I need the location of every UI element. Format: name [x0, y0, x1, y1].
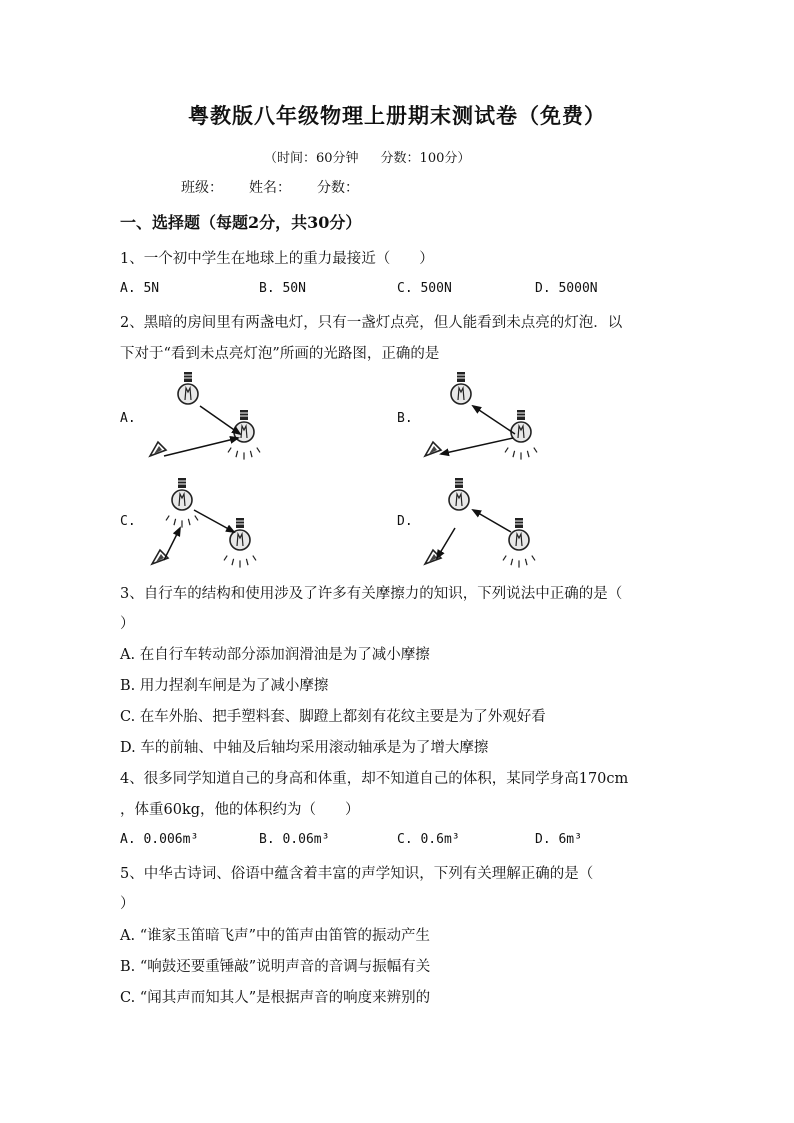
q1-option-a: A. 5N [120, 281, 160, 296]
unlit-bulb-icon [451, 372, 471, 404]
q1-option-c: C. 500N [397, 281, 452, 296]
q4-option-c: C. 0.6m³ [397, 832, 460, 847]
question-5-line-2: ） [120, 896, 135, 912]
question-3-line-2: ） [120, 616, 135, 632]
q5-option-b: B. “响鼓还要重锤敲”说明声音的音调与振幅有关 [120, 959, 431, 975]
exam-meta [264, 147, 492, 166]
diagram-label-c: C. [120, 514, 136, 529]
light-rays-icon [228, 448, 260, 460]
q1-option-d: D. 5000N [535, 281, 598, 296]
q5-option-a: A. “谁家玉笛暗飞声”中的笛声由笛管的振动产生 [120, 928, 431, 944]
student-info [181, 177, 385, 197]
eye-icon [425, 550, 441, 564]
q5-option-c: C. “闻其声而知其人”是根据声音的响度来辨别的 [120, 990, 431, 1006]
question-4-line-1: 4、很多同学知道自己的身高和体重，却不知道自己的体积，某同学身高170cm [120, 771, 629, 787]
lit-bulb-icon [172, 478, 192, 510]
q4-option-d: D. 6m³ [535, 832, 582, 847]
question-2-line-1: 2、黑暗的房间里有两盏电灯，只有一盏灯点亮，但人能看到未点亮的灯泡．以 [120, 315, 623, 331]
diagram-label-d: D. [397, 514, 413, 529]
lit-bulb-icon [511, 410, 531, 442]
light-path-diagram-b [415, 368, 555, 468]
q4-option-b: B. 0.06m³ [259, 832, 330, 847]
q3-option-a: A. 在自行车转动部分添加润滑油是为了减小摩擦 [120, 647, 430, 663]
light-rays-icon [505, 448, 537, 460]
diagram-label-a: A. [120, 411, 136, 426]
light-path-diagram-a [140, 368, 280, 468]
q3-option-d: D. 车的前轴、中轴及后轴均采用滚动轴承是为了增大摩擦 [120, 740, 489, 756]
q3-option-c: C. 在车外胎、把手塑料套、脚蹬上都刻有花纹主要是为了外观好看 [120, 709, 546, 725]
q4-option-a: A. 0.006m³ [120, 832, 199, 847]
question-3-line-1: 3、自行车的结构和使用涉及了许多有关摩擦力的知识，下列说法中正确的是（ [120, 586, 623, 602]
question-5-line-1: 5、中华古诗词、俗语中蕴含着丰富的声学知识，下列有关理解正确的是（ [120, 866, 594, 882]
eye-icon [425, 442, 441, 456]
score-field: 分数： [317, 180, 359, 196]
q3-option-b: B. 用力捏刹车闸是为了减小摩擦 [120, 678, 329, 694]
question-2-line-2: 下对于“看到未点亮灯泡”所画的光路图，正确的是 [120, 346, 440, 362]
unlit-bulb-icon [449, 478, 469, 510]
unlit-bulb-icon [230, 518, 250, 550]
class-field: 班级： [181, 180, 223, 196]
light-path-diagram-d [415, 474, 555, 574]
name-field: 姓名： [249, 180, 291, 196]
exam-total-score: 分数：100分） [380, 151, 471, 166]
diagram-label-b: B. [397, 411, 413, 426]
exam-time: （时间：60分钟 [264, 151, 359, 166]
question-4-line-2: ，体重60kg，他的体积约为（ ） [120, 802, 360, 818]
light-rays-icon [166, 516, 198, 528]
eye-icon [150, 442, 166, 456]
light-path-diagram-c [140, 474, 280, 574]
q1-option-b: B. 50N [259, 281, 306, 296]
lit-bulb-icon [234, 410, 254, 442]
unlit-bulb-icon [178, 372, 198, 404]
page-title: 粤教版八年级物理上册期末测试卷（免费） [188, 103, 606, 128]
section-heading: 一、选择题（每题2分，共30分） [120, 213, 362, 232]
light-rays-icon [503, 556, 535, 568]
light-rays-icon [224, 556, 256, 568]
question-1: 1、一个初中学生在地球上的重力最接近（ ） [120, 251, 434, 267]
lit-bulb-icon [509, 518, 529, 550]
